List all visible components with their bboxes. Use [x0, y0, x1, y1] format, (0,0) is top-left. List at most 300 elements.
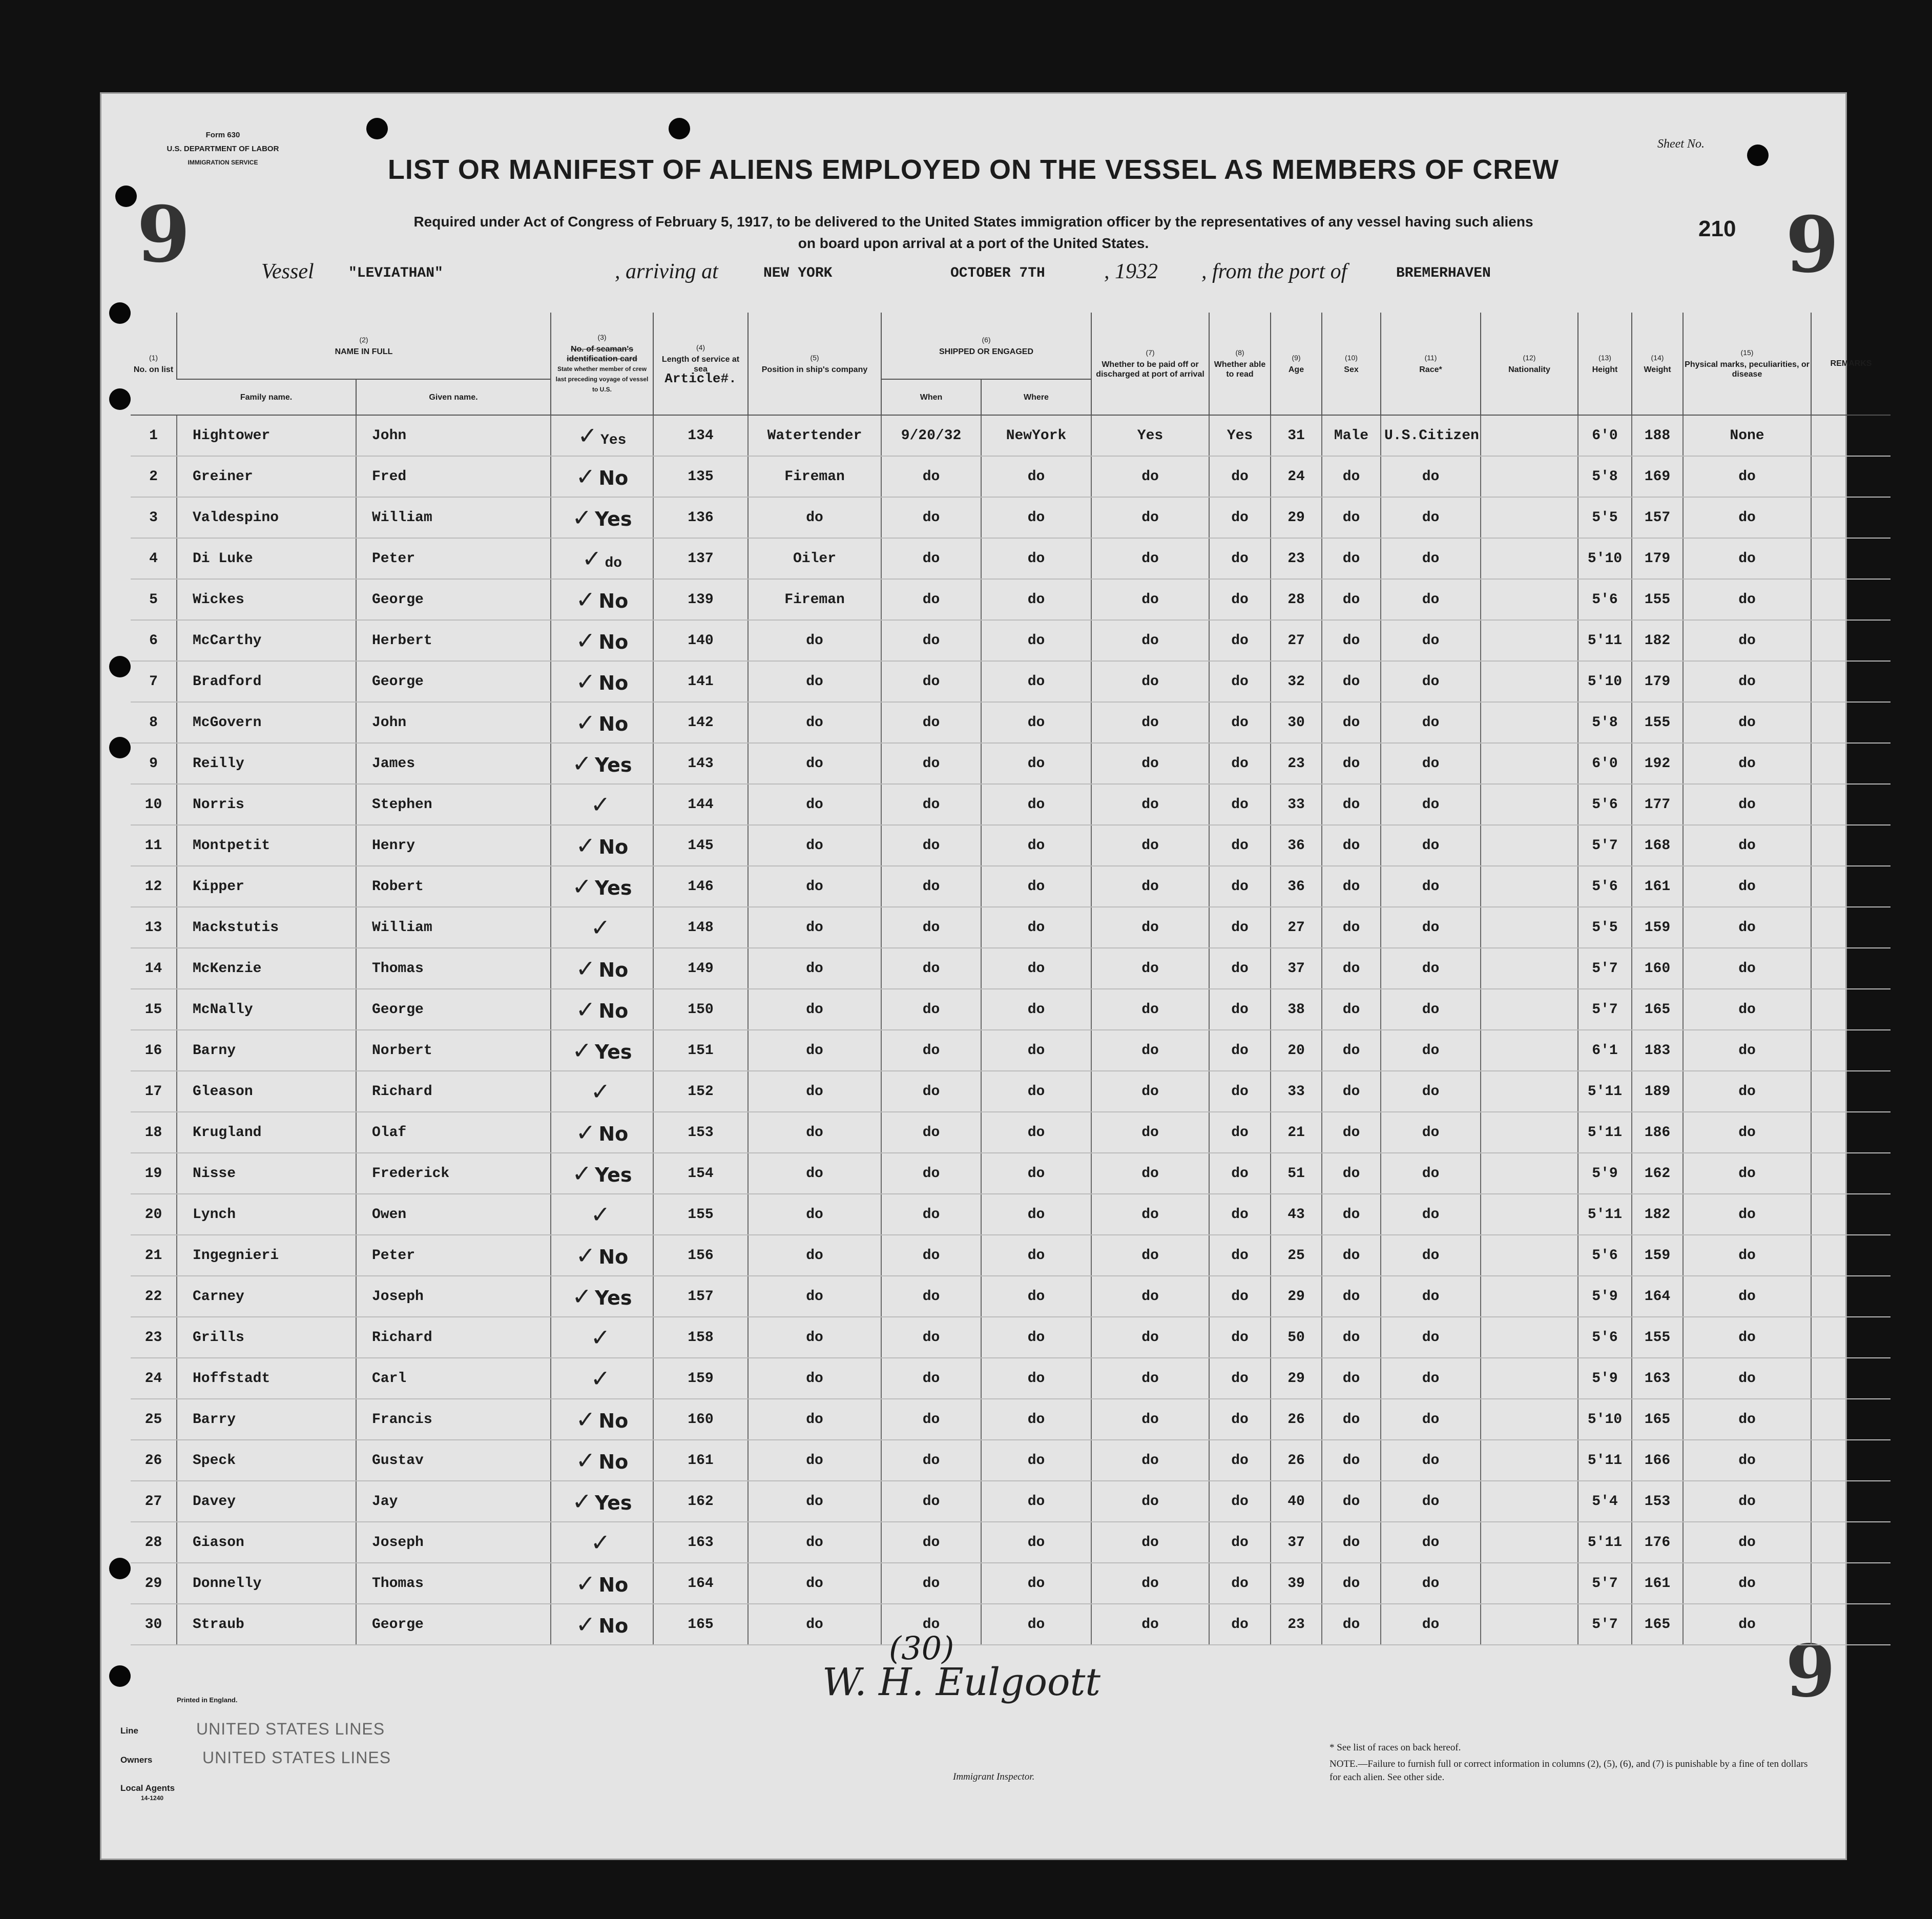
check-mark-icon: ✓ — [572, 504, 592, 531]
shipped-where-cell: do — [981, 743, 1091, 784]
position-cell: do — [748, 1194, 881, 1235]
nationality-cell — [1481, 1235, 1578, 1276]
arrival-year: , 1932 — [1104, 260, 1158, 283]
weight-cell: 160 — [1632, 948, 1683, 989]
previous-voyage-value: Yes — [595, 1492, 632, 1514]
nationality-cell — [1481, 1030, 1578, 1071]
height-cell: 5'6 — [1578, 866, 1632, 907]
previous-voyage-cell — [551, 1112, 653, 1153]
height-cell: 5'6 — [1578, 784, 1632, 825]
age-cell: 29 — [1271, 497, 1322, 538]
remarks-cell — [1811, 948, 1891, 989]
weight-cell: 186 — [1632, 1112, 1683, 1153]
race-cell: do — [1381, 784, 1481, 825]
previous-voyage-cell — [551, 1399, 653, 1440]
family-name-cell: Nisse — [177, 1153, 356, 1194]
given-name-cell: William — [356, 497, 551, 538]
departure-port: BREMERHAVEN — [1396, 265, 1491, 281]
family-name-cell: Gleason — [177, 1071, 356, 1112]
voyage-line — [100, 257, 1847, 293]
previous-voyage-cell — [551, 497, 653, 538]
arrival-date: OCTOBER 7TH — [950, 265, 1045, 281]
shipped-when-cell: do — [881, 1071, 981, 1112]
previous-voyage-value: No — [598, 1000, 629, 1022]
subtitle-line-1: Required under Act of Congress of February 5, 1917, to be delivered to the United States immigration officer by the representatives of any vessel having such aliens — [413, 214, 1533, 230]
remarks-cell — [1811, 661, 1891, 702]
age-cell: 43 — [1271, 1194, 1322, 1235]
age-cell: 28 — [1271, 579, 1322, 620]
age-cell: 20 — [1271, 1030, 1322, 1071]
row-number-cell: 10 — [131, 784, 177, 825]
physical-marks-cell: do — [1683, 866, 1811, 907]
nationality-cell — [1481, 415, 1578, 456]
able-to-read-cell: do — [1209, 907, 1271, 948]
previous-voyage-value: Yes — [595, 754, 632, 776]
remarks-cell — [1811, 1522, 1891, 1563]
check-mark-icon: ✓ — [590, 914, 611, 941]
row-number-cell: 23 — [131, 1317, 177, 1358]
line-value: UNITED STATES LINES — [196, 1720, 385, 1738]
position-cell: do — [748, 1030, 881, 1071]
position-cell: do — [748, 1317, 881, 1358]
previous-voyage-cell — [551, 579, 653, 620]
weight-cell: 179 — [1632, 661, 1683, 702]
sex-cell: do — [1322, 1112, 1381, 1153]
check-mark-icon: ✓ — [575, 832, 596, 859]
height-cell: 5'5 — [1578, 497, 1632, 538]
remarks-cell — [1811, 784, 1891, 825]
shipped-when-cell: do — [881, 1563, 981, 1604]
shipped-when-cell: do — [881, 743, 981, 784]
crew-rows — [131, 415, 1891, 1645]
shipped-when-cell: do — [881, 1194, 981, 1235]
header-where: Where — [981, 379, 1091, 415]
paid-off-cell: do — [1091, 1399, 1209, 1440]
service-number-cell: 136 — [653, 497, 748, 538]
sex-cell: do — [1322, 907, 1381, 948]
table-row — [131, 1481, 1891, 1522]
height-cell: 5'11 — [1578, 620, 1632, 661]
paid-off-cell: do — [1091, 989, 1209, 1030]
shipped-where-cell: do — [981, 1153, 1091, 1194]
given-name-cell: Thomas — [356, 948, 551, 989]
able-to-read-cell: Yes — [1209, 415, 1271, 456]
shipped-where-cell: do — [981, 907, 1091, 948]
physical-marks-cell: do — [1683, 1358, 1811, 1399]
paid-off-cell: do — [1091, 866, 1209, 907]
row-number-cell: 28 — [131, 1522, 177, 1563]
race-cell: do — [1381, 1563, 1481, 1604]
check-mark-icon: ✓ — [575, 955, 596, 982]
age-cell: 29 — [1271, 1276, 1322, 1317]
given-name-cell: Robert — [356, 866, 551, 907]
remarks-cell — [1811, 456, 1891, 497]
check-mark-icon: ✓ — [572, 1488, 592, 1515]
service-number-cell: 134 — [653, 415, 748, 456]
physical-marks-cell: do — [1683, 1522, 1811, 1563]
weight-cell: 166 — [1632, 1440, 1683, 1481]
race-cell: do — [1381, 948, 1481, 989]
position-cell: Oiler — [748, 538, 881, 579]
sex-cell: do — [1322, 1071, 1381, 1112]
arriving-port: NEW YORK — [763, 265, 833, 281]
remarks-cell — [1811, 1481, 1891, 1522]
physical-marks-cell: do — [1683, 702, 1811, 743]
family-name-cell: Donnelly — [177, 1563, 356, 1604]
shipped-when-cell: do — [881, 497, 981, 538]
service-number-cell: 141 — [653, 661, 748, 702]
check-mark-icon: ✓ — [590, 1365, 611, 1392]
service-number-cell: 135 — [653, 456, 748, 497]
position-cell: do — [748, 1276, 881, 1317]
able-to-read-cell: do — [1209, 1194, 1271, 1235]
punch-hole — [115, 185, 137, 207]
shipped-where-cell: do — [981, 1112, 1091, 1153]
shipped-where-cell: do — [981, 1481, 1091, 1522]
position-cell: Watertender — [748, 415, 881, 456]
position-cell: do — [748, 620, 881, 661]
row-number-cell: 30 — [131, 1604, 177, 1645]
nationality-cell — [1481, 825, 1578, 866]
age-cell: 29 — [1271, 1358, 1322, 1399]
table-row — [131, 1440, 1891, 1481]
check-mark-icon: ✓ — [590, 1529, 611, 1556]
age-cell: 26 — [1271, 1399, 1322, 1440]
weight-cell: 165 — [1632, 1399, 1683, 1440]
previous-voyage-value: No — [598, 1410, 629, 1432]
able-to-read-cell: do — [1209, 497, 1271, 538]
sex-cell: do — [1322, 620, 1381, 661]
paid-off-cell: do — [1091, 1194, 1209, 1235]
nationality-cell — [1481, 989, 1578, 1030]
form-number: Form 630 — [205, 131, 240, 139]
weight-cell: 165 — [1632, 989, 1683, 1030]
service-number-cell: 137 — [653, 538, 748, 579]
sex-cell: do — [1322, 1317, 1381, 1358]
able-to-read-cell: do — [1209, 1112, 1271, 1153]
age-cell: 38 — [1271, 989, 1322, 1030]
nationality-cell — [1481, 1317, 1578, 1358]
family-name-cell: Greiner — [177, 456, 356, 497]
remarks-cell — [1811, 538, 1891, 579]
sex-cell: do — [1322, 1604, 1381, 1645]
nationality-cell — [1481, 743, 1578, 784]
page-title: LIST OR MANIFEST OF ALIENS EMPLOYED ON THE VESSEL AS MEMBERS OF CREW — [387, 154, 1560, 185]
previous-voyage-cell — [551, 743, 653, 784]
weight-cell: 162 — [1632, 1153, 1683, 1194]
remarks-cell — [1811, 1235, 1891, 1276]
weight-cell: 155 — [1632, 579, 1683, 620]
weight-cell: 155 — [1632, 702, 1683, 743]
weight-cell: 161 — [1632, 866, 1683, 907]
weight-cell: 164 — [1632, 1276, 1683, 1317]
physical-marks-cell: do — [1683, 1317, 1811, 1358]
family-name-cell: Ingegnieri — [177, 1235, 356, 1276]
check-mark-icon: ✓ — [572, 873, 592, 900]
row-number-cell: 25 — [131, 1399, 177, 1440]
age-cell: 26 — [1271, 1440, 1322, 1481]
previous-voyage-value: No — [598, 713, 629, 735]
paid-off-cell: do — [1091, 1153, 1209, 1194]
previous-voyage-cell — [551, 661, 653, 702]
service-number-cell: 150 — [653, 989, 748, 1030]
row-number-cell: 16 — [131, 1030, 177, 1071]
shipped-where-cell: do — [981, 1358, 1091, 1399]
given-name-cell: Joseph — [356, 1276, 551, 1317]
age-cell: 25 — [1271, 1235, 1322, 1276]
previous-voyage-value: Yes — [595, 1041, 632, 1063]
sex-cell: do — [1322, 1399, 1381, 1440]
penalty-note: NOTE.—Failure to furnish full or correct information in columns (2), (5), (6), and (7) is punishable by a fine of ten dollars for each alien. See other side. — [1329, 1759, 1808, 1783]
height-cell: 5'10 — [1578, 538, 1632, 579]
position-cell: do — [748, 907, 881, 948]
paid-off-cell: Yes — [1091, 415, 1209, 456]
age-cell: 51 — [1271, 1153, 1322, 1194]
row-number-cell: 2 — [131, 456, 177, 497]
shipped-where-cell: do — [981, 989, 1091, 1030]
previous-voyage-cell — [551, 1153, 653, 1194]
previous-voyage-value: No — [598, 1615, 629, 1637]
paid-off-cell: do — [1091, 456, 1209, 497]
previous-voyage-cell — [551, 538, 653, 579]
height-cell: 5'7 — [1578, 989, 1632, 1030]
physical-marks-cell: do — [1683, 1399, 1811, 1440]
shipped-when-cell: do — [881, 1276, 981, 1317]
remarks-cell — [1811, 1194, 1891, 1235]
height-cell: 5'11 — [1578, 1071, 1632, 1112]
punch-hole — [109, 388, 131, 410]
service-number-cell: 142 — [653, 702, 748, 743]
able-to-read-cell: do — [1209, 1358, 1271, 1399]
table-row — [131, 579, 1891, 620]
service-name: IMMIGRATION SERVICE — [188, 159, 258, 166]
physical-marks-cell: do — [1683, 743, 1811, 784]
row-number-cell: 1 — [131, 415, 177, 456]
given-name-cell: Richard — [356, 1071, 551, 1112]
family-name-cell: Barry — [177, 1399, 356, 1440]
row-number-cell: 27 — [131, 1481, 177, 1522]
age-cell: 24 — [1271, 456, 1322, 497]
age-cell: 36 — [1271, 825, 1322, 866]
nationality-cell — [1481, 661, 1578, 702]
crew-table — [131, 313, 1891, 1645]
nationality-cell — [1481, 948, 1578, 989]
table-row — [131, 702, 1891, 743]
check-mark-icon: ✓ — [575, 1242, 596, 1269]
shipped-where-cell: do — [981, 1522, 1091, 1563]
header-prev-voyage: (3) No. of seaman's identification card State whether member of crew last preceding voyage of vessel to U.S. — [551, 313, 653, 415]
given-name-cell: Joseph — [356, 1522, 551, 1563]
sex-cell: do — [1322, 497, 1381, 538]
able-to-read-cell: do — [1209, 1030, 1271, 1071]
family-name-cell: Barny — [177, 1030, 356, 1071]
shipped-where-cell: do — [981, 784, 1091, 825]
age-cell: 23 — [1271, 743, 1322, 784]
position-cell: do — [748, 661, 881, 702]
page-mark-left: 9 — [137, 190, 191, 280]
family-name-cell: McKenzie — [177, 948, 356, 989]
race-cell: do — [1381, 1358, 1481, 1399]
sex-cell: do — [1322, 456, 1381, 497]
weight-cell: 179 — [1632, 538, 1683, 579]
service-number-cell: 158 — [653, 1317, 748, 1358]
nationality-cell — [1481, 497, 1578, 538]
previous-voyage-cell — [551, 1071, 653, 1112]
family-name-cell: Bradford — [177, 661, 356, 702]
inspector-signature: W. H. Eulgoott — [822, 1660, 1101, 1704]
position-cell: do — [748, 1481, 881, 1522]
paid-off-cell: do — [1091, 661, 1209, 702]
sex-cell: do — [1322, 1235, 1381, 1276]
given-name-cell: George — [356, 989, 551, 1030]
weight-cell: 188 — [1632, 415, 1683, 456]
service-number-cell: 161 — [653, 1440, 748, 1481]
previous-voyage-cell — [551, 620, 653, 661]
able-to-read-cell: do — [1209, 989, 1271, 1030]
header-family-name: Family name. — [177, 379, 356, 415]
punch-hole — [366, 118, 388, 139]
shipped-where-cell: do — [981, 579, 1091, 620]
table-row — [131, 1399, 1891, 1440]
sex-cell: do — [1322, 948, 1381, 989]
shipped-where-cell: do — [981, 1194, 1091, 1235]
given-name-cell: Frederick — [356, 1153, 551, 1194]
family-name-cell: Davey — [177, 1481, 356, 1522]
sex-cell: do — [1322, 579, 1381, 620]
position-cell: Fireman — [748, 579, 881, 620]
nationality-cell — [1481, 1071, 1578, 1112]
nationality-cell — [1481, 1112, 1578, 1153]
table-row — [131, 620, 1891, 661]
height-cell: 5'10 — [1578, 1399, 1632, 1440]
race-cell: do — [1381, 1235, 1481, 1276]
row-number-cell: 4 — [131, 538, 177, 579]
able-to-read-cell: do — [1209, 1399, 1271, 1440]
race-cell: do — [1381, 1317, 1481, 1358]
able-to-read-cell: do — [1209, 1235, 1271, 1276]
remarks-cell — [1811, 1030, 1891, 1071]
table-row — [131, 1112, 1891, 1153]
family-name-cell: Kipper — [177, 866, 356, 907]
race-cell: do — [1381, 1481, 1481, 1522]
previous-voyage-cell — [551, 1235, 653, 1276]
previous-voyage-value: No — [598, 1123, 629, 1145]
shipped-when-cell: do — [881, 784, 981, 825]
physical-marks-cell: do — [1683, 1276, 1811, 1317]
nationality-cell — [1481, 1194, 1578, 1235]
age-cell: 33 — [1271, 784, 1322, 825]
previous-voyage-value: No — [598, 672, 629, 694]
row-number-cell: 17 — [131, 1071, 177, 1112]
age-cell: 37 — [1271, 948, 1322, 989]
shipped-when-cell: do — [881, 948, 981, 989]
check-mark-icon: ✓ — [572, 750, 592, 777]
physical-marks-cell: do — [1683, 1235, 1811, 1276]
race-cell: do — [1381, 743, 1481, 784]
race-cell: do — [1381, 1276, 1481, 1317]
weight-cell: 169 — [1632, 456, 1683, 497]
previous-voyage-value: No — [598, 631, 629, 653]
able-to-read-cell: do — [1209, 1276, 1271, 1317]
row-number-cell: 14 — [131, 948, 177, 989]
height-cell: 5'6 — [1578, 1235, 1632, 1276]
shipped-where-cell: do — [981, 1276, 1091, 1317]
family-name-cell: Speck — [177, 1440, 356, 1481]
shipped-when-cell: do — [881, 620, 981, 661]
given-name-cell: Fred — [356, 456, 551, 497]
previous-voyage-cell — [551, 1440, 653, 1481]
race-cell: do — [1381, 456, 1481, 497]
race-cell: do — [1381, 1604, 1481, 1645]
table-row — [131, 1071, 1891, 1112]
table-row — [131, 1194, 1891, 1235]
family-name-cell: Valdespino — [177, 497, 356, 538]
family-name-cell: Krugland — [177, 1112, 356, 1153]
age-cell: 27 — [1271, 620, 1322, 661]
previous-voyage-cell — [551, 1276, 653, 1317]
race-cell: do — [1381, 907, 1481, 948]
weight-cell: 157 — [1632, 497, 1683, 538]
row-number-cell: 29 — [131, 1563, 177, 1604]
weight-cell: 192 — [1632, 743, 1683, 784]
race-cell: do — [1381, 1071, 1481, 1112]
physical-marks-cell: do — [1683, 456, 1811, 497]
punch-hole — [109, 302, 131, 324]
row-number-cell: 21 — [131, 1235, 177, 1276]
family-name-cell: Grills — [177, 1317, 356, 1358]
height-cell: 6'1 — [1578, 1030, 1632, 1071]
physical-marks-cell: do — [1683, 1194, 1811, 1235]
age-cell: 33 — [1271, 1071, 1322, 1112]
owners-value: UNITED STATES LINES — [202, 1748, 391, 1767]
age-cell: 37 — [1271, 1522, 1322, 1563]
service-number-cell: 153 — [653, 1112, 748, 1153]
able-to-read-cell: do — [1209, 1522, 1271, 1563]
age-cell: 36 — [1271, 866, 1322, 907]
previous-voyage-cell — [551, 1481, 653, 1522]
check-mark-icon: ✓ — [590, 1324, 611, 1351]
height-cell: 5'7 — [1578, 825, 1632, 866]
previous-voyage-value: Yes — [595, 1164, 632, 1186]
shipped-when-cell: do — [881, 661, 981, 702]
check-mark-icon: ✓ — [575, 996, 596, 1023]
table-row — [131, 456, 1891, 497]
race-cell: do — [1381, 1153, 1481, 1194]
shipped-where-cell: do — [981, 620, 1091, 661]
paid-off-cell: do — [1091, 1481, 1209, 1522]
row-number-cell: 5 — [131, 579, 177, 620]
given-name-cell: Richard — [356, 1317, 551, 1358]
table-row — [131, 538, 1891, 579]
row-number-cell: 20 — [131, 1194, 177, 1235]
service-number-cell: 149 — [653, 948, 748, 989]
height-cell: 5'9 — [1578, 1153, 1632, 1194]
nationality-cell — [1481, 1522, 1578, 1563]
family-name-cell: Mackstutis — [177, 907, 356, 948]
weight-cell: 183 — [1632, 1030, 1683, 1071]
previous-voyage-value: No — [598, 467, 629, 489]
check-mark-icon: ✓ — [572, 1283, 592, 1310]
able-to-read-cell: do — [1209, 1317, 1271, 1358]
remarks-cell — [1811, 1399, 1891, 1440]
shipped-where-cell: do — [981, 1235, 1091, 1276]
age-cell: 21 — [1271, 1112, 1322, 1153]
given-name-cell: Stephen — [356, 784, 551, 825]
shipped-when-cell: do — [881, 456, 981, 497]
remarks-cell — [1811, 415, 1891, 456]
check-mark-icon: ✓ — [575, 668, 596, 695]
position-cell: do — [748, 948, 881, 989]
